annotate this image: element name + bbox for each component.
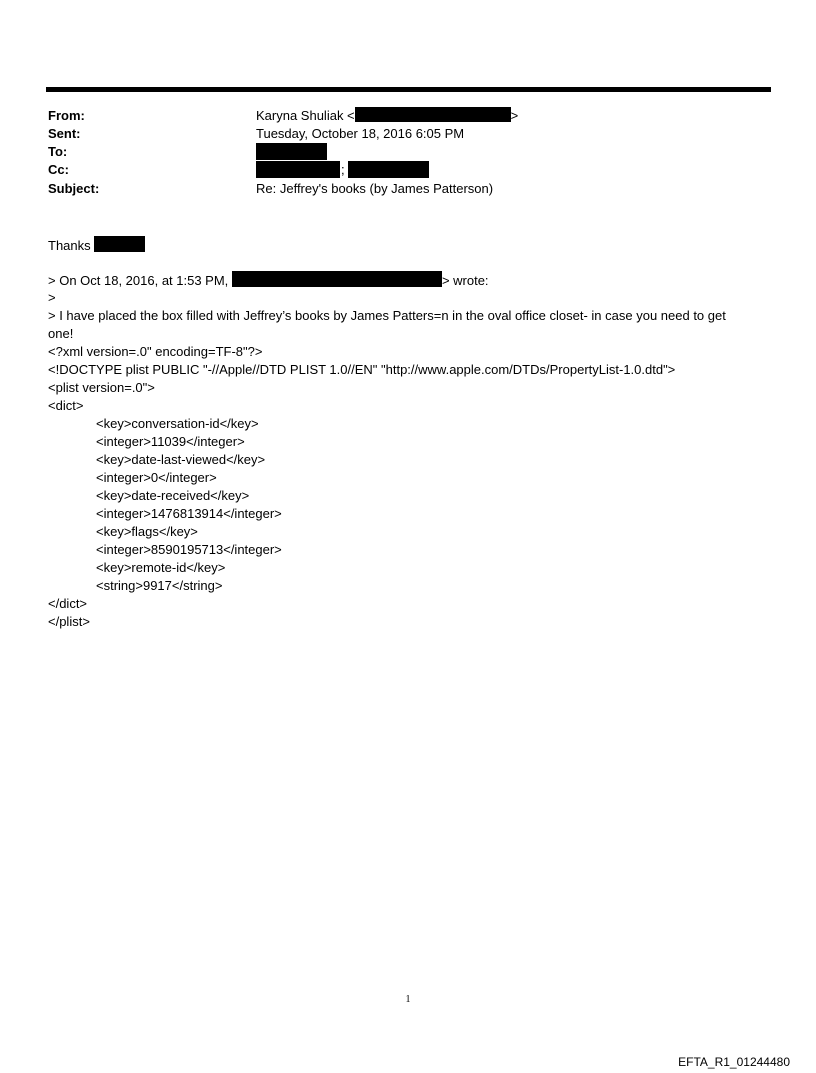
quote-message-line-2: one! (48, 326, 74, 341)
subject-value: Re: Jeffrey's books (by James Patterson) (256, 181, 494, 196)
quote-blank-line: > (48, 290, 56, 305)
sent-label: Sent: (48, 126, 81, 141)
to-label: To: (48, 144, 68, 159)
quote-intro-prefix: > On Oct 18, 2016, at 1:53 PM, (48, 273, 229, 288)
dict-line: <key>date-received</key> (96, 488, 250, 503)
page-number: 1 (405, 994, 411, 1005)
cc-separator: ; (341, 162, 345, 177)
from-value (256, 107, 518, 125)
quote-intro-suffix: > wrote: (441, 273, 489, 288)
quote-message-line-1: > I have placed the box filled with Jeffrey’s books by James Patters=n in the oval office closet- in case you need to get (48, 308, 726, 323)
doctype-line: <!DOCTYPE plist PUBLIC "-//Apple//DTD PLIST 1.0//EN" "http://www.apple.com/DTDs/PropertyList-1.0.dtd"> (48, 362, 676, 377)
dict-open-line: <dict> (48, 398, 84, 413)
sent-value: Tuesday, October 18, 2016 6:05 PM (256, 126, 465, 141)
dict-line: <key>conversation-id</key> (96, 416, 259, 431)
cc-redaction-box-2 (348, 161, 429, 178)
from-suffix: > (510, 108, 519, 123)
xml-declaration: <?xml version=.0" encoding=TF-8"?> (48, 344, 263, 359)
cc-redaction-box-1 (256, 161, 340, 178)
dict-close-line: </dict> (48, 596, 88, 611)
to-redaction-box (256, 143, 327, 160)
header-rule (46, 87, 771, 92)
plist-open-line: <plist version=.0"> (48, 380, 155, 395)
thanks-line (48, 236, 145, 255)
document-id: EFTA_R1_01244480 (678, 1055, 790, 1069)
redaction-box (232, 271, 442, 287)
dict-line: <integer>8590195713</integer> (96, 542, 282, 557)
from-label: From: (48, 108, 85, 123)
redaction-box (355, 107, 511, 122)
subject-label: Subject: (48, 181, 100, 196)
from-name: Karyna Shuliak < (256, 108, 355, 123)
dict-line: <key>flags</key> (96, 524, 198, 539)
dict-line: <key>remote-id</key> (96, 560, 226, 575)
dict-line: <key>date-last-viewed</key> (96, 452, 266, 467)
dict-line: <integer>0</integer> (96, 470, 217, 485)
plist-close-line: </plist> (48, 614, 90, 629)
quote-intro-line (48, 271, 489, 290)
dict-line: <integer>1476813914</integer> (96, 506, 282, 521)
dict-line: <string>9917</string> (96, 578, 223, 593)
thanks-text: Thanks (48, 238, 91, 253)
redaction-box (94, 236, 145, 252)
cc-label: Cc: (48, 162, 69, 177)
dict-line: <integer>11039</integer> (96, 434, 245, 449)
